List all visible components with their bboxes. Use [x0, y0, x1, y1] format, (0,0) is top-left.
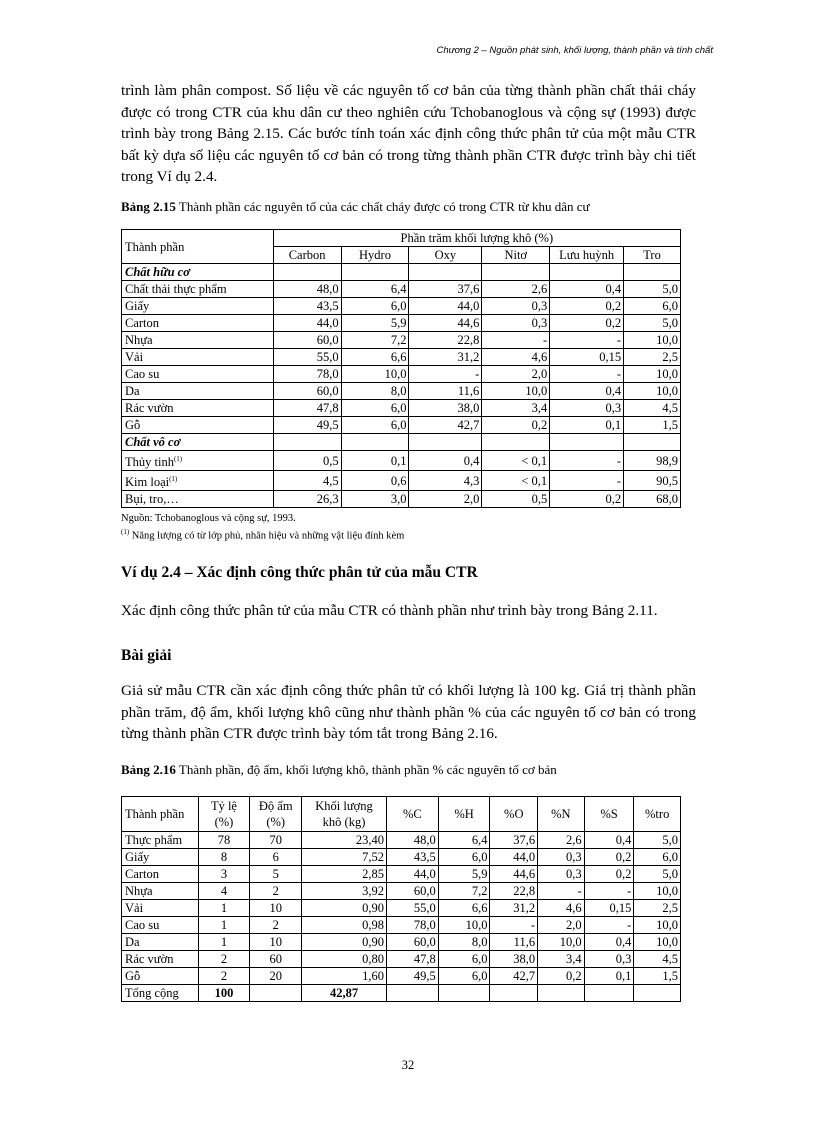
cell-value: 49,5	[386, 968, 438, 985]
cell-value: 0,2	[550, 315, 624, 332]
row-label: Carton	[122, 866, 199, 883]
cell-value: 2	[198, 968, 250, 985]
cell-value: 78,0	[386, 917, 438, 934]
cell-value: 3,4	[482, 400, 550, 417]
cell-value: 1	[198, 934, 250, 951]
cell-value: 44,6	[409, 315, 482, 332]
cell-value: 3	[198, 866, 250, 883]
table-row	[122, 832, 681, 849]
table-2-15-caption	[121, 199, 590, 215]
caption-label: Bảng 2.16	[121, 762, 176, 777]
cell-value: 0,3	[538, 866, 585, 883]
caption-text: Thành phần, độ ẩm, khối lượng khô, thành phần % các nguyên tố cơ bản	[175, 762, 557, 777]
table-2-15	[121, 229, 681, 508]
cell-value: 6,0	[341, 298, 409, 315]
row-label: Bụi, tro,…	[122, 491, 274, 508]
cell-value: 6,0	[438, 951, 490, 968]
group-inorganic: Chất vô cơ	[122, 434, 274, 451]
cell-value: 5,0	[634, 866, 681, 883]
footnote-mark: (1)	[121, 528, 130, 536]
cell-value: 2	[250, 917, 302, 934]
row-label: Cao su	[122, 366, 274, 383]
cell-value: 26,3	[273, 491, 341, 508]
cell-value: 90,5	[624, 471, 681, 491]
column-header: %tro	[634, 797, 681, 832]
cell-value: 0,4	[550, 383, 624, 400]
total-label: Tổng cộng	[122, 985, 199, 1002]
cell-value: 38,0	[490, 951, 538, 968]
table-row	[122, 951, 681, 968]
footnote-mark: (1)	[169, 475, 178, 484]
cell-value: -	[584, 883, 634, 900]
table-row	[122, 332, 681, 349]
cell-value: 4	[198, 883, 250, 900]
table-row	[122, 417, 681, 434]
cell-value: -	[409, 366, 482, 383]
table-row	[122, 934, 681, 951]
column-header: Thành phần	[122, 797, 199, 832]
chapter-header: Chương 2 – Nguồn phát sinh, khối lượng, thành phần và tính chất	[436, 45, 713, 56]
cell-value: 5,9	[438, 866, 490, 883]
cell-value: 0,90	[302, 900, 387, 917]
cell-value: 22,8	[490, 883, 538, 900]
cell-value: 47,8	[386, 951, 438, 968]
cell-value: 60,0	[273, 383, 341, 400]
cell-value: 4,6	[538, 900, 585, 917]
caption-label: Bảng 2.15	[121, 199, 176, 214]
cell-value: -	[490, 917, 538, 934]
column-header: %C	[386, 797, 438, 832]
cell-value: 11,6	[409, 383, 482, 400]
cell-value: 5,0	[634, 832, 681, 849]
cell-value: 1,60	[302, 968, 387, 985]
total-value: 100	[198, 985, 250, 1002]
cell-value: 0,1	[550, 417, 624, 434]
cell-value: 8,0	[438, 934, 490, 951]
example-text: Xác định công thức phân tử của mẫu CTR có thành phần như trình bày trong Bảng 2.11.	[121, 602, 658, 619]
header-group: Phần trăm khối lượng khô (%)	[273, 230, 680, 247]
cell-value: 44,0	[490, 849, 538, 866]
cell-value: -	[550, 471, 624, 491]
cell-value: -	[482, 332, 550, 349]
cell-value: 2	[250, 883, 302, 900]
table-row	[122, 281, 681, 298]
cell-value: 6,0	[634, 849, 681, 866]
cell-value: 4,3	[409, 471, 482, 491]
cell-value: 7,2	[438, 883, 490, 900]
cell-value: 22,8	[409, 332, 482, 349]
cell-value: 1	[198, 900, 250, 917]
row-label: Vải	[122, 900, 199, 917]
cell-value: 42,7	[490, 968, 538, 985]
cell-value: 78,0	[273, 366, 341, 383]
cell-value: 8,0	[341, 383, 409, 400]
cell-value: 2,0	[538, 917, 585, 934]
cell-value: 5,0	[624, 315, 681, 332]
cell-value: 10,0	[341, 366, 409, 383]
intro-paragraph: trình làm phân compost. Số liệu về các nguyên tố cơ bản của từng thành phần chất thải cháy được có trong CTR của khu dân cư theo nghiên cứu Tchobanoglous và cộng sự (1993) được trình bày trong Bảng 2.15. Các bước tính toán xác định công thức phân tử của một mẫu CTR bất kỳ dựa số liệu các nguyên tố cơ bản có trong từng thành phần CTR được trình bày chi tiết trong Ví dụ 2.4.	[121, 82, 696, 185]
cell-value: 60,0	[273, 332, 341, 349]
row-label: Rác vườn	[122, 951, 199, 968]
cell-value: -	[550, 332, 624, 349]
cell-value: 0,3	[538, 849, 585, 866]
table-row	[122, 866, 681, 883]
table-row	[122, 349, 681, 366]
cell-value: 48,0	[386, 832, 438, 849]
cell-value: 4,6	[482, 349, 550, 366]
cell-value: 2,0	[409, 491, 482, 508]
cell-value: 31,2	[490, 900, 538, 917]
cell-value: 6,6	[341, 349, 409, 366]
cell-value: 78	[198, 832, 250, 849]
cell-value: 4,5	[634, 951, 681, 968]
cell-value: 6,0	[438, 849, 490, 866]
table-row	[122, 315, 681, 332]
cell-value: 37,6	[409, 281, 482, 298]
total-value	[538, 985, 585, 1002]
cell-value: 8	[198, 849, 250, 866]
cell-value: 6,0	[438, 968, 490, 985]
cell-value: 60	[250, 951, 302, 968]
cell-value: 60,0	[386, 883, 438, 900]
cell-value: 6,0	[341, 400, 409, 417]
cell-value: 3,92	[302, 883, 387, 900]
cell-value: 0,90	[302, 934, 387, 951]
example-title: Ví dụ 2.4 – Xác định công thức phân tử của mẫu CTR	[121, 564, 478, 581]
cell-value: 10	[250, 934, 302, 951]
cell-value: 0,3	[584, 951, 634, 968]
cell-value: 43,5	[273, 298, 341, 315]
cell-value: 44,0	[386, 866, 438, 883]
cell-value: 4,5	[624, 400, 681, 417]
cell-value: 0,2	[550, 491, 624, 508]
cell-value: 0,4	[584, 934, 634, 951]
cell-value: 2,6	[538, 832, 585, 849]
cell-value: 10,0	[624, 383, 681, 400]
cell-value: 0,6	[341, 471, 409, 491]
cell-value: 2,0	[482, 366, 550, 383]
cell-value: 5,0	[624, 281, 681, 298]
row-label: Vải	[122, 349, 274, 366]
row-label: Giấy	[122, 298, 274, 315]
total-value	[386, 985, 438, 1002]
group-organic: Chất hữu cơ	[122, 264, 274, 281]
column-header: %N	[538, 797, 585, 832]
cell-value: 0,98	[302, 917, 387, 934]
row-label: Da	[122, 383, 274, 400]
cell-value: -	[584, 917, 634, 934]
cell-value: 10,0	[538, 934, 585, 951]
cell-value: 10,0	[634, 934, 681, 951]
cell-value: 44,0	[409, 298, 482, 315]
cell-value: < 0,1	[482, 471, 550, 491]
cell-value: 98,9	[624, 451, 681, 471]
cell-value: 0,1	[584, 968, 634, 985]
total-value	[584, 985, 634, 1002]
cell-value: 0,1	[341, 451, 409, 471]
cell-value: 0,4	[409, 451, 482, 471]
cell-value: 31,2	[409, 349, 482, 366]
row-label: Chất thải thực phẩm	[122, 281, 274, 298]
cell-value: 0,5	[273, 451, 341, 471]
column-header: Độ ẩm (%)	[250, 797, 302, 832]
row-label: Rác vườn	[122, 400, 274, 417]
row-label: Nhựa	[122, 332, 274, 349]
cell-value: 70	[250, 832, 302, 849]
cell-value: 5,9	[341, 315, 409, 332]
cell-value: 0,4	[550, 281, 624, 298]
cell-value: 7,52	[302, 849, 387, 866]
cell-value: 1,5	[634, 968, 681, 985]
table-source: Nguồn: Tchobanoglous và cộng sự, 1993.	[121, 513, 296, 524]
row-label: Carton	[122, 315, 274, 332]
row-label: Thực phẩm	[122, 832, 199, 849]
table-row	[122, 849, 681, 866]
table-row	[122, 900, 681, 917]
cell-value: 0,2	[584, 849, 634, 866]
table-2-16-caption	[121, 762, 557, 778]
footnote-text: Năng lượng có từ lớp phủ, nhãn hiệu và những vật liệu đính kèm	[131, 530, 405, 542]
cell-value: 0,15	[584, 900, 634, 917]
row-label: Cao su	[122, 917, 199, 934]
cell-value: < 0,1	[482, 451, 550, 471]
table-row	[122, 400, 681, 417]
column-header: Oxy	[409, 247, 482, 264]
cell-value: 7,2	[341, 332, 409, 349]
table-footnote	[121, 528, 404, 542]
cell-value: 47,8	[273, 400, 341, 417]
cell-value: 0,2	[550, 298, 624, 315]
solution-paragraph: Giả sử mẫu CTR cần xác định công thức phân tử có khối lượng là 100 kg. Giá trị thành phần phần trăm, độ ẩm, khối lượng khô cũng như thành phần % của các nguyên tố cơ bản có trong từng thành phần CTR được trình bày tóm tắt trong Bảng 2.16.	[121, 682, 696, 742]
table-row	[122, 298, 681, 315]
footnote-mark: (1)	[173, 455, 183, 463]
column-header: %S	[584, 797, 634, 832]
row-label: Kim loại$^{(1)}$	[122, 471, 274, 491]
table-row	[122, 883, 681, 900]
cell-value: -	[550, 366, 624, 383]
cell-value: 44,6	[490, 866, 538, 883]
column-header: Nitơ	[482, 247, 550, 264]
cell-value: 2,6	[482, 281, 550, 298]
cell-value: 60,0	[386, 934, 438, 951]
column-header: Khối lượng khô (kg)	[302, 797, 387, 832]
page-number: 32	[401, 1058, 415, 1072]
cell-value: 10	[250, 900, 302, 917]
caption-text: Thành phần các nguyên tố của các chất cháy được có trong CTR từ khu dân cư	[175, 199, 590, 214]
row-label: Gỗ	[122, 968, 199, 985]
cell-value: 0,80	[302, 951, 387, 968]
table-row	[122, 491, 681, 508]
total-value	[250, 985, 302, 1002]
cell-value: 2	[198, 951, 250, 968]
column-header: Lưu huỳnh	[550, 247, 624, 264]
cell-value: 0,2	[538, 968, 585, 985]
cell-value: 0,2	[482, 417, 550, 434]
cell-value: 0,4	[584, 832, 634, 849]
cell-value: 10,0	[634, 917, 681, 934]
cell-value: 43,5	[386, 849, 438, 866]
cell-value: 0,3	[550, 400, 624, 417]
cell-value: 6,6	[438, 900, 490, 917]
cell-value: 5	[250, 866, 302, 883]
cell-value: 3,4	[538, 951, 585, 968]
table-2-16	[121, 796, 681, 1002]
cell-value: 49,5	[273, 417, 341, 434]
table-row	[122, 968, 681, 985]
cell-value: 6	[250, 849, 302, 866]
cell-value: 10,0	[634, 883, 681, 900]
cell-value: 48,0	[273, 281, 341, 298]
total-value	[634, 985, 681, 1002]
column-header: Hydro	[341, 247, 409, 264]
cell-value: 3,0	[341, 491, 409, 508]
cell-value: 0,3	[482, 315, 550, 332]
column-header: Tỷ lệ (%)	[198, 797, 250, 832]
cell-value: 6,4	[341, 281, 409, 298]
cell-value: 0,5	[482, 491, 550, 508]
table-row	[122, 471, 681, 491]
row-label: Da	[122, 934, 199, 951]
column-header: %H	[438, 797, 490, 832]
total-value	[438, 985, 490, 1002]
cell-value: 6,0	[341, 417, 409, 434]
solution-title: Bài giải	[121, 647, 172, 664]
cell-value: 55,0	[386, 900, 438, 917]
table-row	[122, 451, 681, 471]
table-row	[122, 917, 681, 934]
row-label: Gỗ	[122, 417, 274, 434]
column-header: %O	[490, 797, 538, 832]
cell-value: -	[538, 883, 585, 900]
cell-value: 6,4	[438, 832, 490, 849]
row-label: Giấy	[122, 849, 199, 866]
cell-value: 10,0	[438, 917, 490, 934]
cell-value: 42,7	[409, 417, 482, 434]
cell-value: 11,6	[490, 934, 538, 951]
cell-value: 23,40	[302, 832, 387, 849]
table-row	[122, 366, 681, 383]
cell-value: 10,0	[624, 366, 681, 383]
cell-value: 2,5	[624, 349, 681, 366]
column-header: Tro	[624, 247, 681, 264]
total-value	[490, 985, 538, 1002]
cell-value: 1,5	[624, 417, 681, 434]
cell-value: -	[550, 451, 624, 471]
row-label: Thủy tinh$^{(1)}$	[122, 451, 274, 471]
cell-value: 20	[250, 968, 302, 985]
cell-value: 6,0	[624, 298, 681, 315]
cell-value: 44,0	[273, 315, 341, 332]
cell-value: 2,5	[634, 900, 681, 917]
total-value: 42,87	[302, 985, 387, 1002]
cell-value: 2,85	[302, 866, 387, 883]
cell-value: 0,3	[482, 298, 550, 315]
cell-value: 37,6	[490, 832, 538, 849]
header-component: Thành phần	[122, 230, 274, 264]
table-row	[122, 383, 681, 400]
cell-value: 1	[198, 917, 250, 934]
cell-value: 0,15	[550, 349, 624, 366]
column-header: Carbon	[273, 247, 341, 264]
cell-value: 10,0	[624, 332, 681, 349]
cell-value: 68,0	[624, 491, 681, 508]
cell-value: 55,0	[273, 349, 341, 366]
cell-value: 0,2	[584, 866, 634, 883]
cell-value: 38,0	[409, 400, 482, 417]
cell-value: 10,0	[482, 383, 550, 400]
cell-value: 4,5	[273, 471, 341, 491]
row-label: Nhựa	[122, 883, 199, 900]
